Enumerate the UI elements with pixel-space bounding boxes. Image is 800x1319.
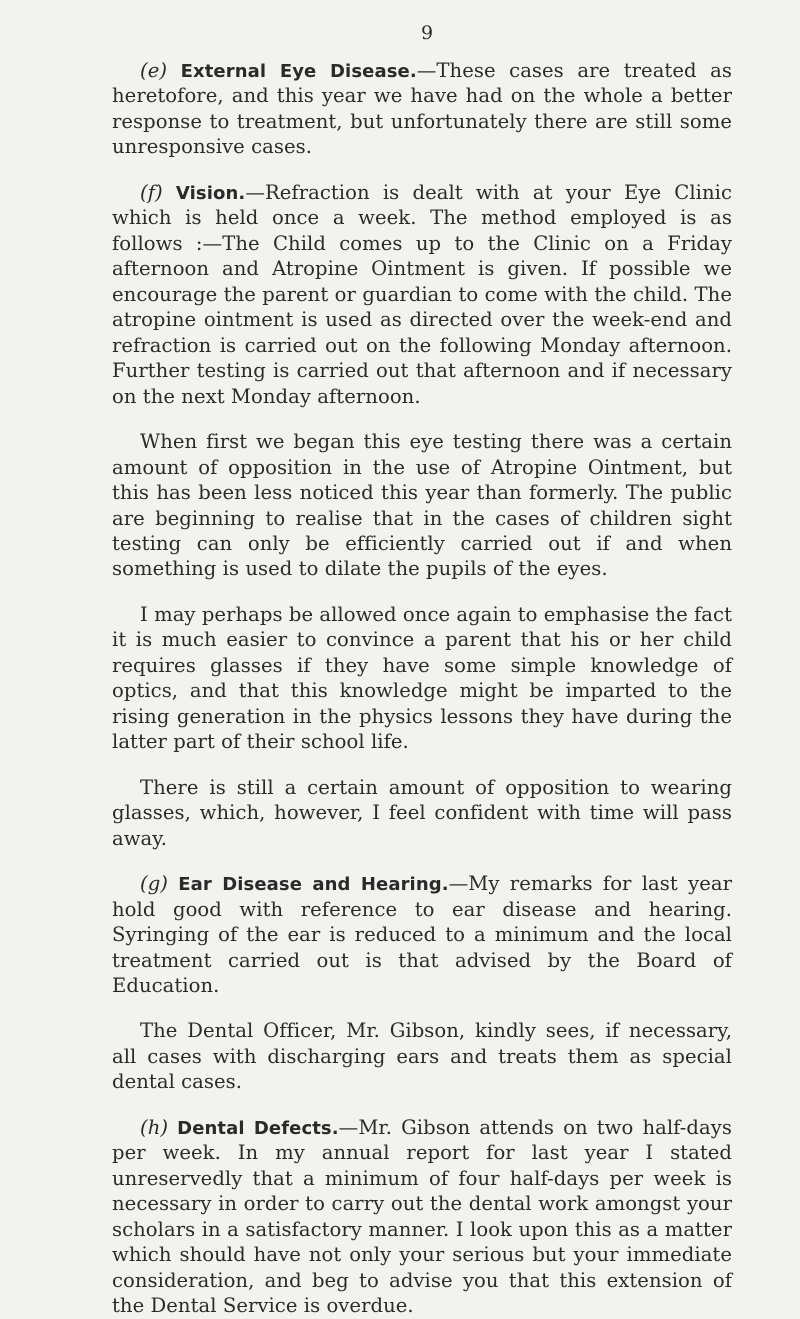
section-marker: (g)	[140, 872, 168, 896]
section-heading: External Eye Disease.	[180, 61, 417, 82]
paragraph-glasses-opposition: There is still a certain amount of opposition to wearing glasses, which, however, I feel confident with time will pass away.	[112, 775, 732, 850]
paragraph-eye-testing: When first we began this eye testing there was a certain amount of opposition in the use of Atropine Ointment, but this has been less noticed this year than formerly. The public are beginning to realise that in the cases of children sight testing can only be efficiently carried out if and when something is used to dilate the pupils of the eyes.	[112, 430, 732, 581]
paragraph-dental-officer: The Dental Officer, Mr. Gibson, kindly sees, if necessary, all cases with discharging ears and treats them as special dental cases.	[112, 1019, 732, 1094]
paragraph-text: —My remarks for last year hold good with reference to ear disease and hearing. Syringing of the ear is reduced to a minimum and the local treatment carried out is that advised by the Board of Education.	[112, 872, 732, 997]
paragraph-external-eye-disease	[112, 58, 732, 160]
paragraph-ear-disease	[112, 871, 732, 998]
paragraph-text: —Refraction is dealt with at your Eye Clinic which is held once a week. The method employed is as follows :—The Child comes up to the Clinic on a Friday afternoon and Atropine Ointment is given. If possible we encourage the parent or guardian to come with the child. The atropine ointment is used as directed over the week-end and refraction is carried out on the following Monday afternoon. Further testing is carried out that afternoon and if necessary on the next Monday afternoon.	[112, 180, 732, 408]
paragraph-vision	[112, 180, 732, 409]
section-heading: Vision.	[175, 182, 246, 204]
paragraph-text: —Mr. Gibson attends on two half-days per week. In my annual report for last year I stated unreservedly that a minimum of four half-days per week is necessary in order to carry out the dental work amongst your scholars in a satisfactory manner. I look upon this as a matter which should have not only your serious but your immediate consideration, and beg to advise you that this extension of the Dental Service is overdue.	[112, 1115, 732, 1318]
page-number: 9	[420, 22, 434, 44]
paragraph-dental-defects	[112, 1115, 732, 1319]
section-heading: Dental Defects.	[177, 1117, 339, 1139]
section-marker: (f)	[140, 180, 163, 204]
section-marker: (e)	[140, 59, 168, 82]
section-heading: Ear Disease and Hearing.	[178, 874, 449, 896]
section-marker: (h)	[140, 1115, 169, 1139]
paragraph-optics: I may perhaps be allowed once again to emphasise the fact it is much easier to convince a parent that his or her child requires glasses if they have some simple knowledge of optics, and that this knowledge might be imparted to the rising generation in the physics lessons they have during the latter part of their school life.	[112, 602, 732, 754]
paragraph-text: —These cases are treated as heretofore, and this year we have had on the whole a better response to treatment, but unfortunately there are still some unresponsive cases.	[112, 59, 733, 159]
